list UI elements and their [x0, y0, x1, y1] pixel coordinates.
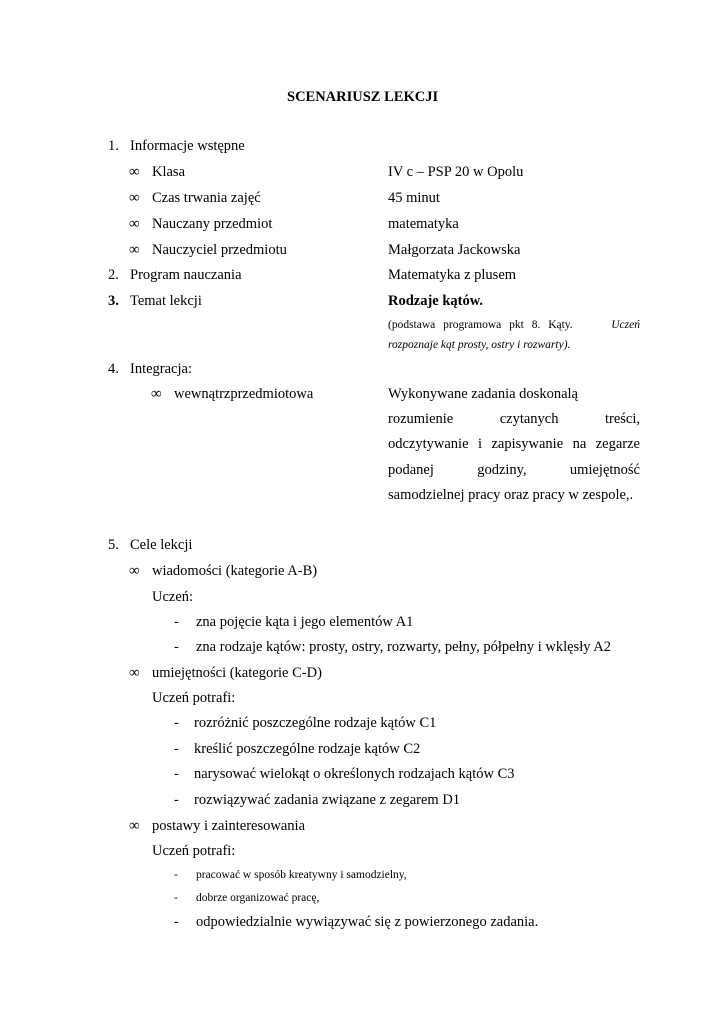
goal-item: rozwiązywać zadania związane z zegarem D1 [194, 792, 461, 808]
dash-icon: - [174, 766, 179, 782]
info-value-class: IV c – PSP 20 w Opolu [388, 164, 524, 180]
section-2-value: Matematyka z plusem [388, 267, 517, 283]
lesson-topic: Rodzaje kątów. [388, 293, 484, 309]
page-title: SCENARIUSZ LEKCJI [287, 89, 439, 105]
goal-group-title: umiejętności (kategorie C-D) [152, 665, 322, 681]
info-value-subject: matematyka [388, 216, 459, 232]
bullet-icon: ∞ [129, 242, 140, 258]
dash-icon: - [174, 869, 178, 881]
integration-desc-line: rozumienie czytanych treści, [388, 411, 640, 427]
goal-item: pracować w sposób kreatywny i samodzielny, [196, 869, 407, 881]
goal-group-sub: Uczeń potrafi: [152, 690, 236, 706]
section-1-number: 1. [108, 138, 119, 154]
goal-item: narysować wielokąt o określonych rodzajach kątów C3 [194, 766, 515, 782]
info-value-duration: 45 minut [388, 190, 440, 206]
section-5-number: 5. [108, 537, 119, 553]
curriculum-note-line-2: rozpoznaje kąt prosty, ostry i rozwarty). [388, 339, 571, 351]
bullet-icon: ∞ [151, 386, 162, 402]
bullet-icon: ∞ [129, 190, 140, 206]
bullet-icon: ∞ [129, 665, 140, 681]
dash-icon: - [174, 715, 179, 731]
integration-desc-line: odczytywanie i zapisywanie na zegarze [388, 436, 640, 452]
section-3-heading: Temat lekcji [130, 293, 202, 309]
info-value-teacher: Małgorzata Jackowska [388, 242, 521, 258]
goal-item: odpowiedzialnie wywiązywać się z powierzonego zadania. [196, 914, 539, 930]
info-label-class: Klasa [152, 164, 186, 180]
goal-group-title: postawy i zainteresowania [152, 818, 306, 834]
bullet-icon: ∞ [129, 563, 140, 579]
curriculum-note-line-1 [388, 316, 640, 334]
dash-icon: - [174, 639, 179, 655]
curriculum-note-italic: Uczeń [611, 319, 640, 331]
integration-desc-line: podanej godziny, umiejętność [388, 462, 640, 478]
dash-icon: - [174, 914, 179, 930]
goal-item: zna rodzaje kątów: prosty, ostry, rozwarty, pełny, półpełny i wklęsły A2 [196, 639, 612, 655]
section-2-number: 2. [108, 267, 119, 283]
info-label-duration: Czas trwania zajęć [152, 190, 261, 206]
bullet-icon: ∞ [129, 818, 140, 834]
goal-group-sub: Uczeń: [152, 589, 194, 605]
section-4-number: 4. [108, 361, 119, 377]
section-3-number: 3. [108, 293, 119, 309]
section-1-heading: Informacje wstępne [130, 138, 245, 154]
goal-item: dobrze organizować pracę, [196, 892, 320, 904]
dash-icon: - [174, 792, 179, 808]
curriculum-note-plain: (podstawa programowa pkt 8. Kąty. [388, 319, 573, 331]
integration-desc-line: Wykonywane zadania doskonalą [388, 386, 578, 402]
goal-item: kreślić poszczególne rodzaje kątów C2 [194, 741, 421, 757]
integration-desc-line: samodzielnej pracy oraz pracy w zespole,. [388, 487, 634, 503]
goal-item: zna pojęcie kąta i jego elementów A1 [196, 614, 414, 630]
bullet-icon: ∞ [129, 164, 140, 180]
goal-group-sub: Uczeń potrafi: [152, 843, 236, 859]
section-4-heading: Integracja: [130, 361, 192, 377]
info-label-teacher: Nauczyciel przedmiotu [152, 242, 287, 258]
goal-group-title: wiadomości (kategorie A-B) [152, 563, 318, 579]
goal-item: rozróżnić poszczególne rodzaje kątów C1 [194, 715, 437, 731]
info-label-subject: Nauczany przedmiot [152, 216, 273, 232]
bullet-icon: ∞ [129, 216, 140, 232]
section-2-heading: Program nauczania [130, 267, 242, 283]
dash-icon: - [174, 614, 179, 630]
dash-icon: - [174, 741, 179, 757]
dash-icon: - [174, 892, 178, 904]
section-5-heading: Cele lekcji [130, 537, 193, 553]
integration-item: wewnątrzprzedmiotowa [174, 386, 314, 402]
